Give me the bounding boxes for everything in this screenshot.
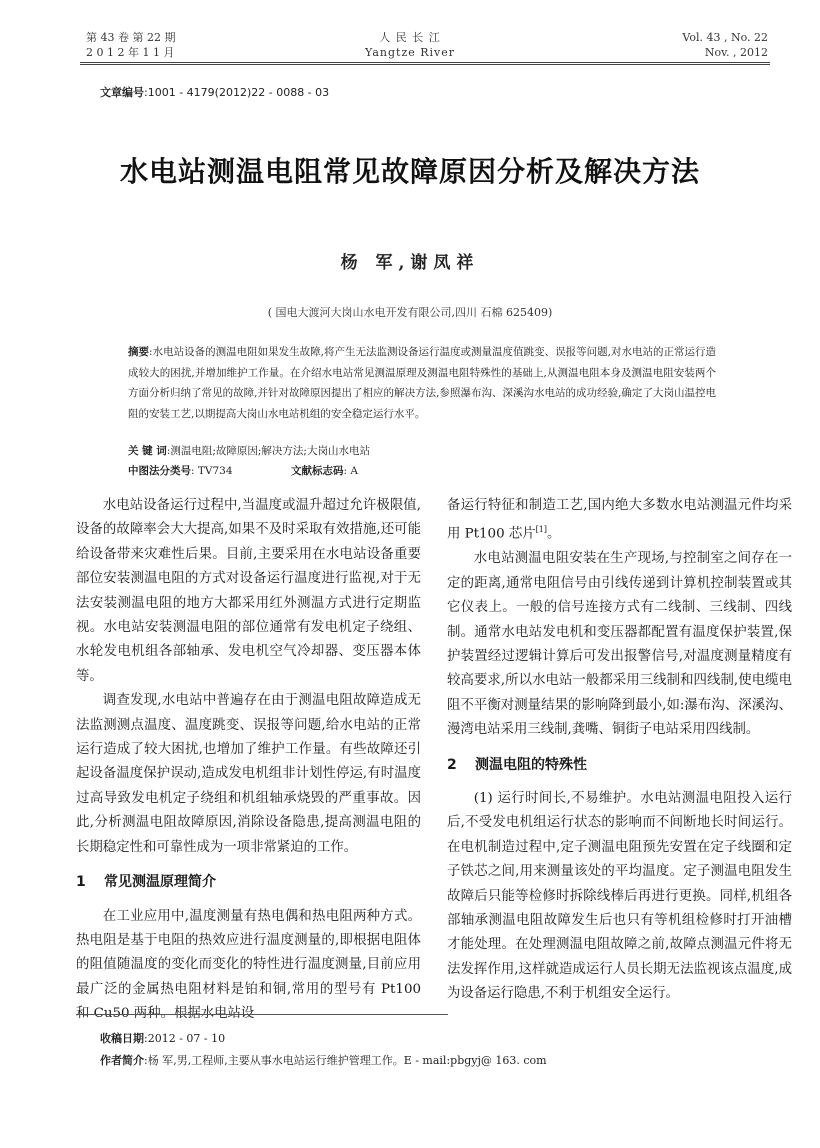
authors: 杨 军,谢凤祥: [340, 253, 480, 273]
article-number: 文章编号:1001 - 4179(2012)22 - 0088 - 03: [100, 86, 330, 99]
header-vol-en: Vol. 43 , No. 22 Nov. , 2012: [682, 31, 768, 59]
header-volume: 第 43 卷 第 22 期 2 0 1 2 年 1 1 月: [86, 31, 176, 59]
classification: 中图法分类号: TV734 文献标志码: A: [128, 465, 358, 477]
affiliation: ( 国电大渡河大岗山水电开发有限公司,四川 石棉 625409): [267, 306, 553, 319]
section-heading: 2 测温电阻的特殊性: [447, 756, 587, 773]
paragraph: 调查发现,水电站中普遍存在由于测温电阻故障造成无法监测测点温度、温度跳变、误报等问题,给水电站的正常运行造成了较大困扰,也增加了维护工作量。有些故障还引起设备温度保护误动,造成发电机组非计划性停运,有时温度过高导致发电机定子绕组和机组轴承烧毁的严重事故。因此,分析测温电阻故障原因,消除设备隐患,提高测温电阻的长期稳定性和可靠性成为一项非常紧迫的工作。: [76, 693, 421, 855]
paragraph: 在工业应用中,温度测量有热电偶和热电阻两种方式。热电阻是基于电阻的热效应进行温度测量的,即根据电阻体的阻值随温度的变化而变化的特性进行温度测量,目前应用最广泛的金属热电阻材料是铂和铜,常用的型号有 Pt100 和 Cu50 两种。根据水电站设: [76, 908, 421, 1022]
abstract: 摘要:水电站设备的测温电阻如果发生故障,将产生无法监测设备运行温度或测量温度值跳变、误报等问题,对水电站的正常运行造成较大的困扰,并增加维护工作量。在介绍水电站常见测温原理及测温电阻特殊性的基础上,从测温电阻本身及测温电阻安装两个方面分析归纳了常见的故障,并针对故障原因提出了相应的解决方法,参照瀑布沟、深溪沟水电站的成功经验,确定了大岗山温控电阻的安装工艺,以期提高大岗山水电站机组的安全稳定运行水平。: [128, 346, 716, 420]
body-column-right: [447, 494, 792, 1007]
footnote-received: 收稿日期:2012 - 07 - 10: [100, 1032, 226, 1045]
keywords: 关 键 词:测温电阻;故障原因;解决方法;大岗山水电站: [128, 445, 370, 457]
header-rule: [80, 64, 770, 65]
body-column-left: [76, 494, 421, 1027]
page-title: 水电站测温电阻常见故障原因分析及解决方法: [119, 155, 700, 188]
paragraph: 水电站设备运行过程中,当温度或温升超过允许极限值,设备的故障率会大大提高,如果不及时采取有效措施,还可能给设备带来灾难性后果。目前,主要采用在水电站设备重要部位安装测温电阻的方式对设备运行温度进行监视,对于无法安装测温电阻的地方大都采用红外测温方式进行定期监视。水电站安装测温电阻的部位通常有发电机定子绕组、水轮发电机组各部轴承、发电机空气冷却器、变压器本体等。: [76, 498, 421, 684]
paragraph: 水电站测温电阻安装在生产现场,与控制室之间存在一定的距离,通常电阻信号由引线传递到计算机控制装置或其它仪表上。一般的信号连接方式有二线制、三线制、四线制。通常水电站发电机和变压器都配置有温度保护装置,保护装置经过逻辑计算后可发出报警信号,对温度测量精度有较高要求,所以水电站一般都采用三线制和四线制,使电缆电阻不平衡对测量结果的影响降到最小,如:瀑布沟、深溪沟、漫湾电站采用三线制,龚嘴、铜街子电站采用四线制。: [447, 551, 792, 738]
footnote-rule: [76, 1014, 448, 1015]
citation-ref[interactable]: [1]: [535, 525, 547, 535]
header-journal-name: 人 民 长 江 Yangtze River: [364, 31, 456, 59]
paragraph: (1) 运行时间长,不易维护。水电站测温电阻投入运行后,不受发电机组运行状态的影响而不间断地长时间运行。在电机制造过程中,定子测温电阻预先安置在定子线圈和定子铁芯之间,用来测量该处的平均温度。定子测温电阻发生故障后只能等检修时拆除线棒后再进行更换。同样,机组各部轴承测温电阻故障发生后也只有等机组检修时打开油槽才能处理。在处理测温电阻故障之前,故障点测温元件将无法发挥作用,这样就造成运行人员长期无法监视该点温度,成为设备运行隐患,不利于机组安全运行。: [447, 790, 792, 1002]
header-rule: [80, 62, 770, 63]
section-heading: 1 常见测温原理简介: [76, 874, 216, 891]
paragraph: 备运行特征和制造工艺,国内绝大多数水电站测温元件均采用 Pt100 芯片[1]。: [447, 498, 792, 542]
footnote-author: 作者简介:杨 军,男,工程师,主要从事水电站运行维护管理工作。E - mail:pbgyj@ 163. com: [100, 1054, 547, 1067]
